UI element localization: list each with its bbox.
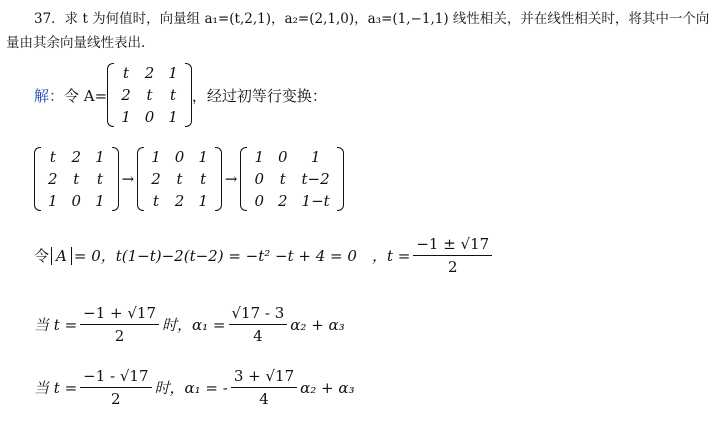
coefficient-fraction [229,303,288,346]
matrix-cell: 0 [144,108,155,126]
matrix-cell: 0 [71,192,82,210]
row-reduction [34,146,344,212]
fraction-numerator: −1 + √17 [80,303,159,325]
matrix-cell: t [122,64,129,82]
case-1-line [34,303,345,346]
matrix-cell: 1 [168,64,178,82]
matrix-cell: 2 [71,148,82,166]
matrix-cell: 1 [121,108,131,126]
matrix-cell: 0 [277,148,288,166]
matrix-cell: t [152,192,159,210]
matrix-cell: 0 [174,148,185,166]
fraction-numerator: −1 - √17 [80,366,151,388]
t-value-fraction [80,366,151,409]
det-equation: = 0，t(1−t)−2(t−2) = −t² −t + 4 = 0 ，t = [73,247,411,265]
case-mid-text: 时，α₁ = - [154,379,228,397]
intro-text: 令 A= [64,86,108,105]
problem-line-2: 量由其余向量线性表出. [6,35,146,51]
after-matrix-text: ，经过初等行变换： [191,86,327,105]
case-prefix: 当 t = [34,316,78,334]
fraction-numerator: −1 ± √17 [413,234,492,256]
matrix-cell: 1−t [301,192,330,210]
matrix-cell: 1 [95,148,105,166]
matrix-cell: 2 [48,170,58,188]
matrix-cell: t [73,170,80,188]
det-root-fraction [413,234,492,277]
matrix-cell: 1 [168,108,178,126]
problem-line-1: 37．求 t 为何值时，向量组 a₁=(t,2,1)，a₂=(2,1,0)，a₃=(1,−1,1) 线性相关，并在线性相关时，将其中一个向 [34,11,710,27]
det-prefix: 令 [34,247,50,265]
fraction-denominator: 2 [114,327,125,345]
fraction-numerator: 3 + √17 [231,366,297,388]
matrix-cell: 1 [254,148,264,166]
matrix-cell: t [96,170,103,188]
matrix-cell: t [49,148,56,166]
case-2-line [34,366,355,409]
matrix-cell: 1 [198,192,208,210]
case-mid-text: 时，α₁ = [162,316,226,334]
matrix-cell: 1 [310,148,321,166]
fraction-denominator: 2 [111,390,121,408]
coefficient-fraction [231,366,297,409]
matrix-step-2 [240,146,343,212]
matrix-cell: 2 [121,86,131,104]
matrix-cell: 0 [254,170,264,188]
matrix-cell: 2 [174,192,185,210]
matrix-A [107,62,192,128]
det-abs-A: A [51,247,72,265]
case-tail: α₂ + α₃ [290,315,345,334]
matrix-cell: 2 [277,192,288,210]
matrix-cell: 2 [144,64,155,82]
right-arrow-icon: → [224,170,238,188]
right-arrow-icon: → [121,170,135,188]
determinant-line [34,234,495,277]
matrix-cell: 2 [151,170,161,188]
matrix-cell: 0 [254,192,264,210]
matrix-cell: 1 [151,148,161,166]
matrix-cell: t−2 [301,170,330,188]
solution-label: 解： [34,86,65,105]
matrix-cell: t [170,86,177,104]
matrix-cell: 1 [48,192,58,210]
matrix-cell: t [200,170,207,188]
fraction-denominator: 4 [253,327,263,345]
solution-intro [34,62,327,128]
case-tail: α₂ + α₃ [300,378,355,397]
case-prefix: 当 t = [34,379,78,397]
matrix-cell: 1 [198,148,208,166]
fraction-numerator: √17 - 3 [229,303,288,325]
matrix-cell: t [176,170,183,188]
fraction-denominator: 2 [447,258,458,276]
t-value-fraction [80,303,159,346]
matrix-cell: t [279,170,286,188]
matrix-cell: t [146,86,153,104]
matrix-step-1 [137,146,222,212]
matrix-A-copy [34,146,119,212]
matrix-cell: 1 [95,192,105,210]
fraction-denominator: 4 [259,390,269,408]
